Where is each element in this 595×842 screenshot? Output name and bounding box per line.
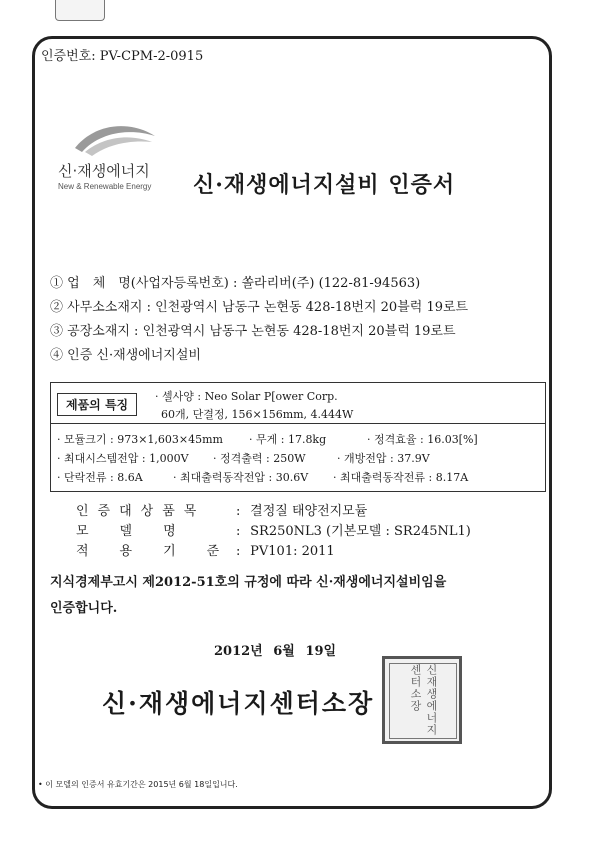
spec-header [51, 383, 546, 424]
cell-spec-line2: 60개, 단결정, 156×156mm, 4.444W [161, 408, 354, 421]
spec-rated-output: · 정격출력 : 250W [213, 452, 306, 465]
cell-spec-line1: · 셀사양 : Neo Solar P[ower Corp. [155, 390, 338, 403]
certificate-title: 신·재생에너지설비 인증서 [193, 172, 456, 198]
spec-max-voltage: · 최대시스템전압 : 1,000V [57, 452, 189, 465]
item-office-address: ② 사무소소재지 : 인천광역시 남동구 논현동 428-18번지 20블럭 19로트 [50, 300, 469, 315]
item-factory-address: ③ 공장소재지 : 인천광역시 남동구 논현동 428-18번지 20블럭 19로트 [50, 324, 456, 339]
spec-row [57, 430, 478, 449]
spec-open-voltage: · 개방전압 : 37.9V [337, 452, 430, 465]
swoosh-logo-icon [70, 118, 160, 158]
standard-value: PV101: 2011 [250, 544, 335, 559]
spec-row [57, 468, 478, 487]
agency-logo [58, 118, 178, 190]
spec-mpp-voltage: · 최대출력동작전압 : 30.6V [173, 471, 309, 484]
official-seal [382, 656, 462, 744]
model-info [76, 502, 471, 562]
logo-english-text: New & Renewable Energy [58, 182, 152, 191]
model-row-product: 인증대상품목 : 결정질 태양전지모듈 [76, 502, 471, 522]
certificate-items [50, 272, 468, 368]
spec-mpp-current: · 최대출력동작전류 : 8.17A [333, 471, 469, 484]
top-stamp-mark [55, 0, 105, 21]
model-label: 모 델 명 [76, 524, 185, 539]
model-value: SR250NL3 (기본모델 : SR245NL1) [250, 524, 471, 539]
standard-label: 적 용 기 준 [76, 544, 229, 559]
logo-korean-text: 신·재생에너지 [58, 162, 150, 180]
product-spec-box [50, 382, 546, 492]
model-row-standard: 적 용 기 준 : PV101: 2011 [76, 542, 471, 562]
seal-text: 신재생에너지센터소장 [389, 663, 457, 739]
product-value: 결정질 태양전지모듈 [250, 504, 368, 519]
product-label: 인증대상품목 [76, 504, 206, 519]
model-row-model: 모 델 명 : SR250NL3 (기본모델 : SR245NL1) [76, 522, 471, 542]
spec-row [57, 449, 478, 468]
certificate-number: 인증번호: PV-CPM-2-0915 [41, 49, 204, 64]
item-equipment: ④ 인증 신·재생에너지설비 [50, 348, 201, 363]
spec-efficiency: · 정격효율 : 16.03[%] [367, 433, 478, 446]
statement-line1: 지식경제부고시 제2012-51호의 규정에 따라 신·재생에너지설비임을 [50, 575, 447, 590]
statement-line2: 인증합니다. [50, 601, 118, 616]
certification-statement [50, 570, 550, 622]
spec-module-size: · 모듈크기 : 973×1,603×45mm [57, 433, 223, 446]
spec-weight: · 무게 : 17.8kg [249, 433, 327, 446]
issue-date: 2012년 6월 19일 [214, 644, 337, 659]
spec-rows [57, 430, 478, 487]
spec-short-current: · 단락전류 : 8.6A [57, 471, 143, 484]
item-company: ① 업 체 명(사업자등록번호) : 쏠라리버(주) (122-81-94563) [50, 276, 421, 291]
issuer-name: 신·재생에너지센터소장 [102, 689, 375, 718]
validity-footnote: • 이 모델의 인증서 유효기간은 2015년 6월 18일입니다. [38, 780, 238, 789]
spec-label: 제품의 특징 [57, 393, 137, 416]
